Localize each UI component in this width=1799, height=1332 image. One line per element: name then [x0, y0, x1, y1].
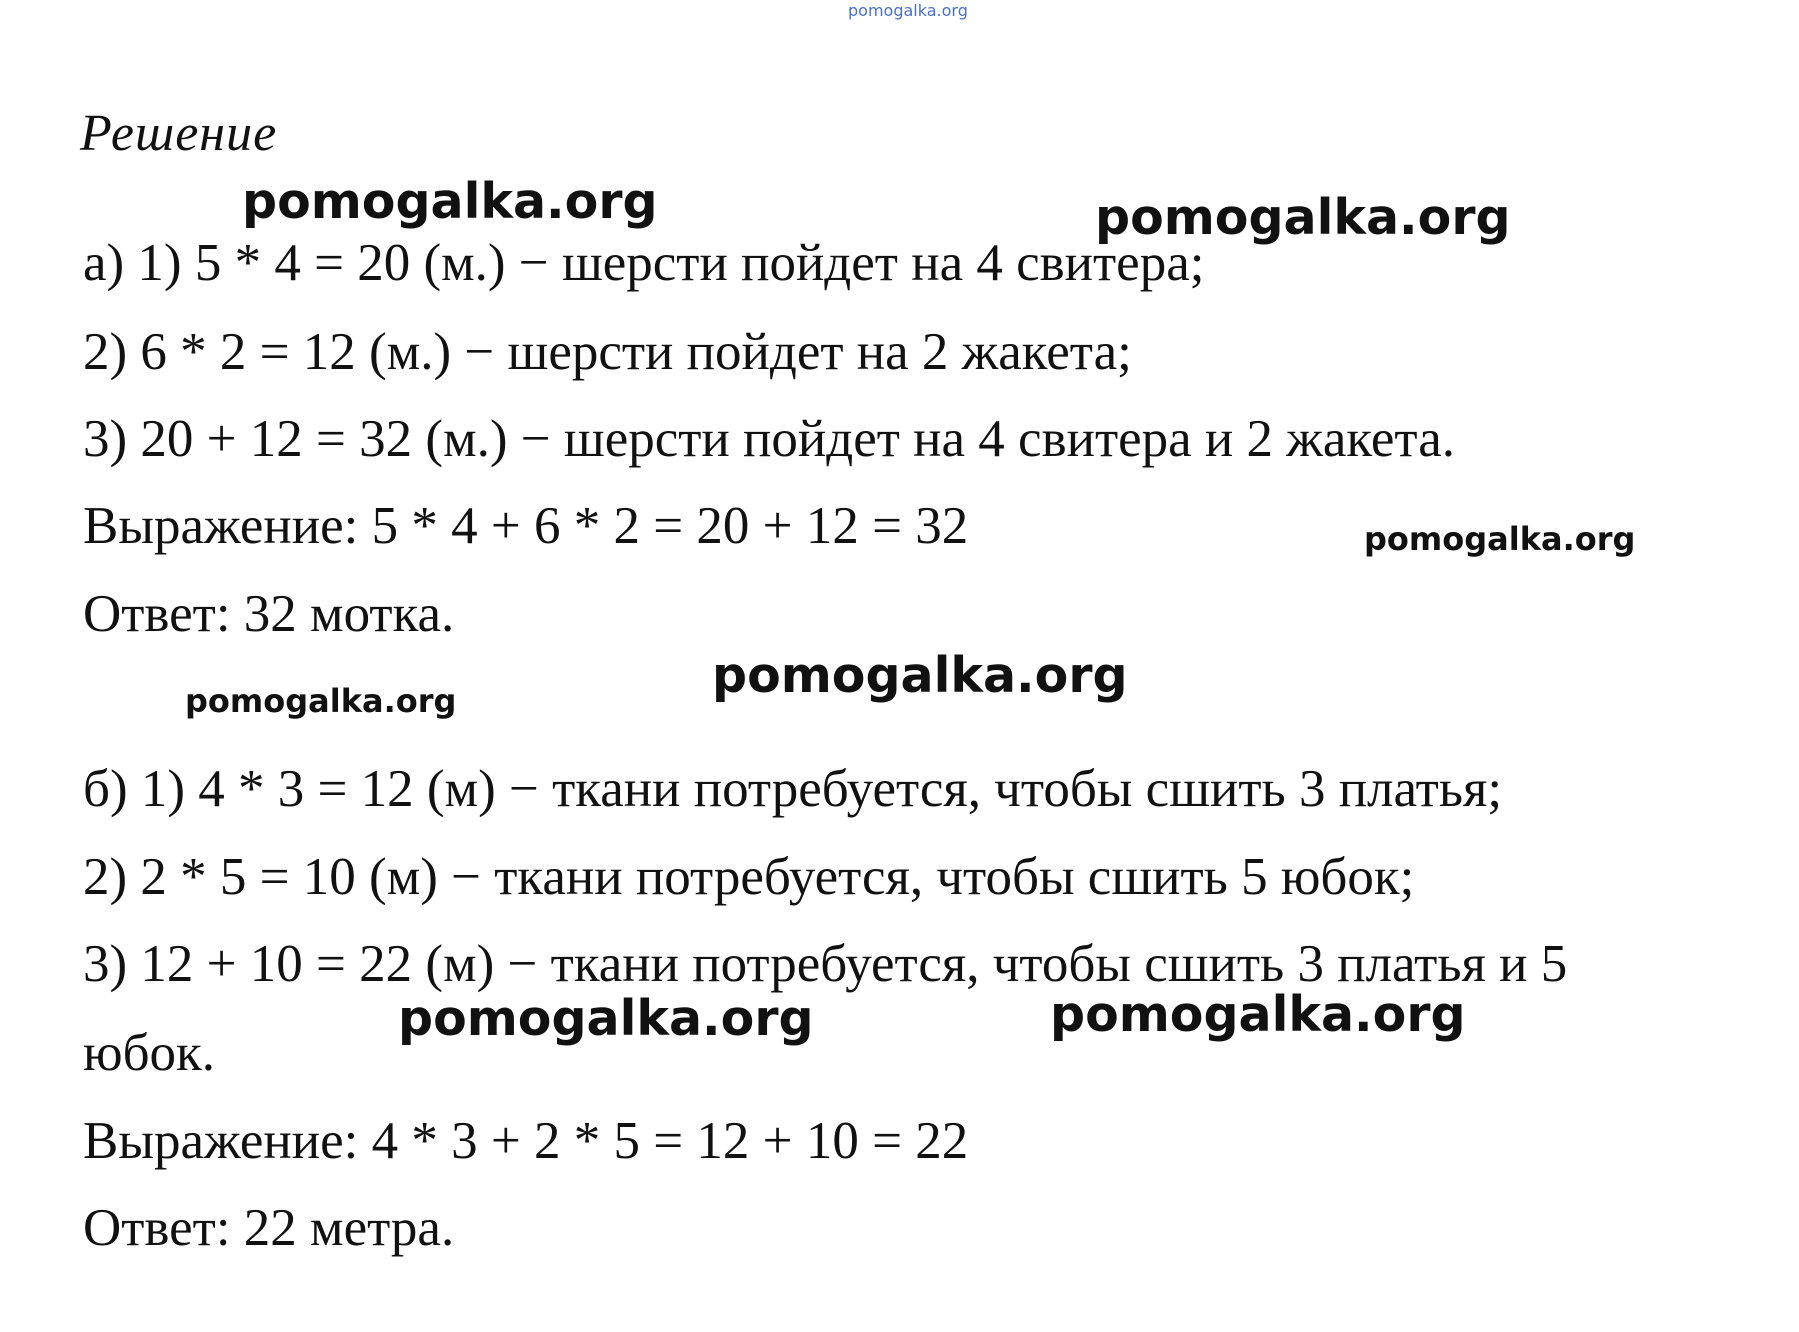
part-b-step-3-line-2: юбок. [83, 1024, 216, 1082]
part-a-step-1: а) 1) 5 * 4 = 20 (м.) − шерсти пойдет на 4 свитера; [83, 234, 1205, 292]
part-a-step-3: 3) 20 + 12 = 32 (м.) − шерсти пойдет на 4 свитера и 2 жакета. [83, 410, 1455, 468]
part-b-step-1: б) 1) 4 * 3 = 12 (м) − ткани потребуется, чтобы сшить 3 платья; [83, 760, 1503, 818]
watermark: pomogalka.org [242, 173, 658, 230]
watermark: pomogalka.org [185, 682, 457, 720]
header-watermark: pomogalka.org [848, 1, 968, 20]
part-b-answer: Ответ: 22 метра. [83, 1199, 455, 1257]
watermark: pomogalka.org [1095, 189, 1511, 246]
part-b-expression: Выражение: 4 * 3 + 2 * 5 = 12 + 10 = 22 [83, 1112, 969, 1170]
part-a-answer: Ответ: 32 мотка. [83, 585, 455, 643]
solution-heading: Решение [80, 105, 278, 162]
watermark: pomogalka.org [712, 647, 1128, 704]
part-a-expression: Выражение: 5 * 4 + 6 * 2 = 20 + 12 = 32 [83, 497, 969, 555]
watermark: pomogalka.org [398, 990, 814, 1047]
watermark: pomogalka.org [1364, 520, 1636, 558]
watermark: pomogalka.org [1050, 986, 1466, 1043]
part-a-step-2: 2) 6 * 2 = 12 (м.) − шерсти пойдет на 2 жакета; [83, 323, 1132, 381]
part-b-step-3-line-1: 3) 12 + 10 = 22 (м) − ткани потребуется, чтобы сшить 3 платья и 5 [83, 935, 1568, 993]
part-b-step-2: 2) 2 * 5 = 10 (м) − ткани потребуется, чтобы сшить 5 юбок; [83, 848, 1415, 906]
